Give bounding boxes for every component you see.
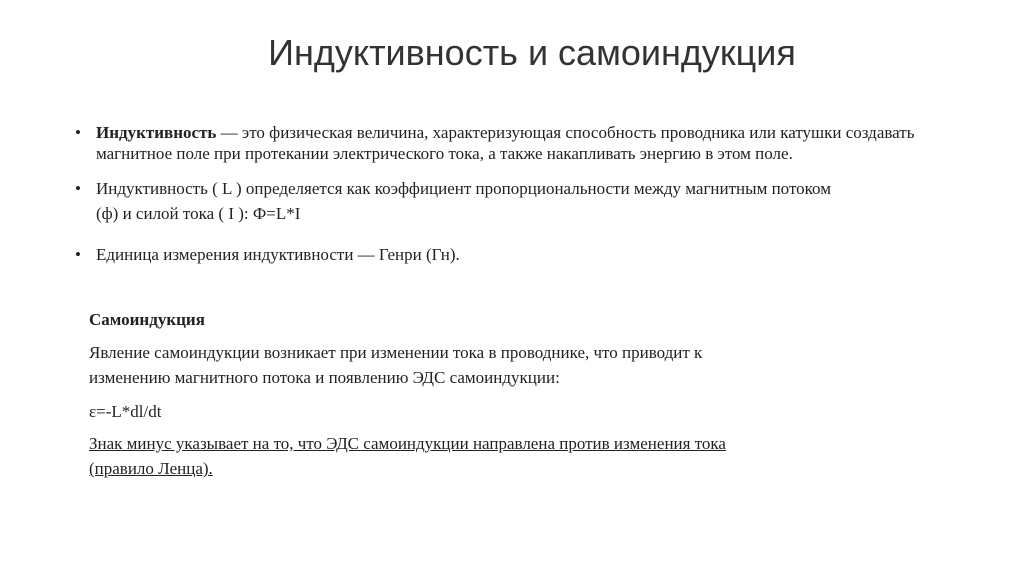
- bullet-dot-icon: •: [75, 179, 81, 198]
- slide-title: Индуктивность и самоиндукция: [268, 32, 796, 73]
- bullet-text: — это физическая величина, характеризующая способность проводника или катушки создавать магнитное поле при протекании электрического тока, а также накапливать энергию в этом поле.: [96, 123, 915, 163]
- bullet-list: [70, 122, 970, 265]
- bullet-dot-icon: •: [75, 123, 81, 142]
- bullet-term: Индуктивность: [96, 123, 217, 142]
- self-induction-text-line2: изменению магнитного потока и появлению ЭДС самоиндукции:: [89, 368, 560, 387]
- bullet-item-unit: [70, 244, 970, 265]
- lenz-rule-note-line2: (правило Ленца).: [89, 459, 213, 478]
- self-induction-formula: ε=-L*dl/dt: [89, 402, 162, 421]
- self-induction-text-line1: Явление самоиндукции возникает при изменении тока в проводнике, что приводит к: [89, 343, 703, 362]
- bullet-text-line2: (ф) и силой тока ( I ): Ф=L*I: [96, 204, 301, 223]
- self-induction-heading: Самоиндукция: [89, 310, 205, 329]
- bullet-dot-icon: •: [75, 245, 81, 264]
- bullet-item-formula: [70, 176, 970, 226]
- lenz-rule-note-line1: Знак минус указывает на то, что ЭДС самоиндукции направлена против изменения тока: [89, 434, 726, 453]
- bullet-text: Единица измерения индуктивности — Генри (Гн).: [96, 245, 460, 264]
- bullet-text-line1: Индуктивность ( L ) определяется как коэффициент пропорциональности между магнитным потоком: [96, 179, 831, 198]
- bullet-item-definition: [70, 122, 970, 164]
